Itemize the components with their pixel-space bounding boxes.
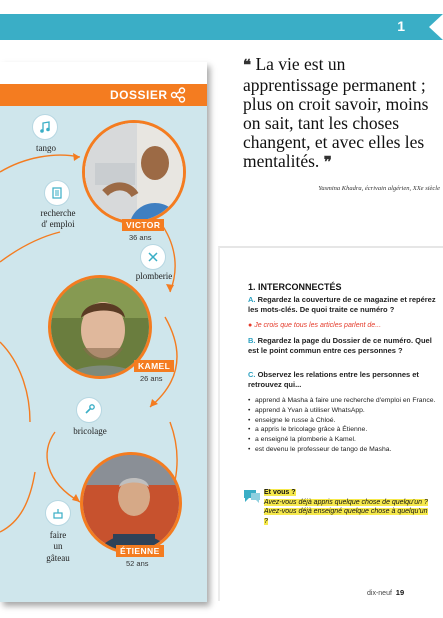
- list-item: • apprend à Yvan à utiliser WhatsApp.: [248, 406, 440, 416]
- dossier-label: DOSSIER: [110, 88, 168, 102]
- list-item: • a appris le bricolage grâce à Étienne.: [248, 425, 440, 435]
- cake-icon: [45, 500, 71, 526]
- quote-block: [243, 55, 438, 173]
- list-item: • enseigne le russe à Chloé.: [248, 416, 440, 426]
- magazine-cover: [0, 62, 207, 602]
- activity-label-plomberie: plomberie: [135, 271, 173, 281]
- et-vous-title: Et vous ?: [264, 489, 296, 496]
- list-item: • apprend à Masha à faire une recherche d'emploi en France.: [248, 396, 440, 406]
- wrench-icon: [76, 397, 102, 423]
- list-item: • a enseigné la plomberie à Kamel.: [248, 435, 440, 445]
- band-notch: [429, 14, 443, 40]
- quote-attribution: Yasmina Khadra, écrivain algérien, XXe siècle: [318, 185, 440, 192]
- activity-label-bricolage: bricolage: [73, 426, 107, 436]
- photo-victor: [82, 120, 186, 224]
- age-etienne: 52 ans: [126, 559, 149, 568]
- unit-number: 1: [397, 18, 405, 34]
- activity-label-recherche-emploi: recherche d' emploi: [40, 208, 76, 230]
- document-icon: [44, 180, 70, 206]
- music-note-icon: [32, 114, 58, 140]
- question-a: A. Regardez la couverture de ce magazine et repérez les mots-clés. De quoi traite ce numéro ?: [248, 295, 436, 314]
- activity-label-tango: tango: [36, 143, 56, 153]
- quote-text: La vie est un apprentissage permanent ; plus on croit savoir, moins on sait, tant les choses changent, et avec elles les mentalités.: [243, 54, 429, 171]
- close-quote-mark: ❞: [323, 155, 332, 171]
- relations-list: [248, 396, 440, 455]
- tools-icon: [140, 244, 166, 270]
- speech-bubble-icon: [242, 488, 262, 504]
- name-tag-kamel: KAMEL: [134, 360, 174, 372]
- age-kamel: 26 ans: [140, 374, 163, 383]
- page-footer: [367, 588, 404, 597]
- list-item: • est devenu le professeur de tango de Masha.: [248, 445, 440, 455]
- name-tag-etienne: ÉTIENNE: [116, 545, 164, 557]
- question-b: B. Regardez la page du Dossier de ce numéro. Quel est le point commun entre ces personnes ?: [248, 336, 432, 355]
- open-quote-mark: ❝: [243, 58, 252, 74]
- exercise-heading: 1. INTERCONNECTÉS: [248, 282, 342, 292]
- et-vous-text: Avez-vous déjà appris quelque chose de quelqu'un ? Avez-vous déjà enseigné quelque chose à quelqu'un ?: [264, 498, 428, 525]
- question-c: C. Observez les relations entre les personnes et retrouvez qui...: [248, 370, 419, 389]
- photo-etienne: [80, 452, 182, 554]
- page-word: dix-neuf: [367, 590, 392, 597]
- unit-header-band: [0, 14, 443, 40]
- activity-label-faire-gateau: faire un gâteau: [46, 530, 70, 563]
- age-victor: 36 ans: [129, 233, 152, 242]
- name-tag-victor: VICTOR: [122, 219, 164, 231]
- exercise-panel: [218, 246, 443, 601]
- page-number: 19: [395, 588, 405, 597]
- et-vous-box: [264, 488, 429, 526]
- answer-hint: ● Je crois que tous les articles parlent de...: [248, 322, 382, 329]
